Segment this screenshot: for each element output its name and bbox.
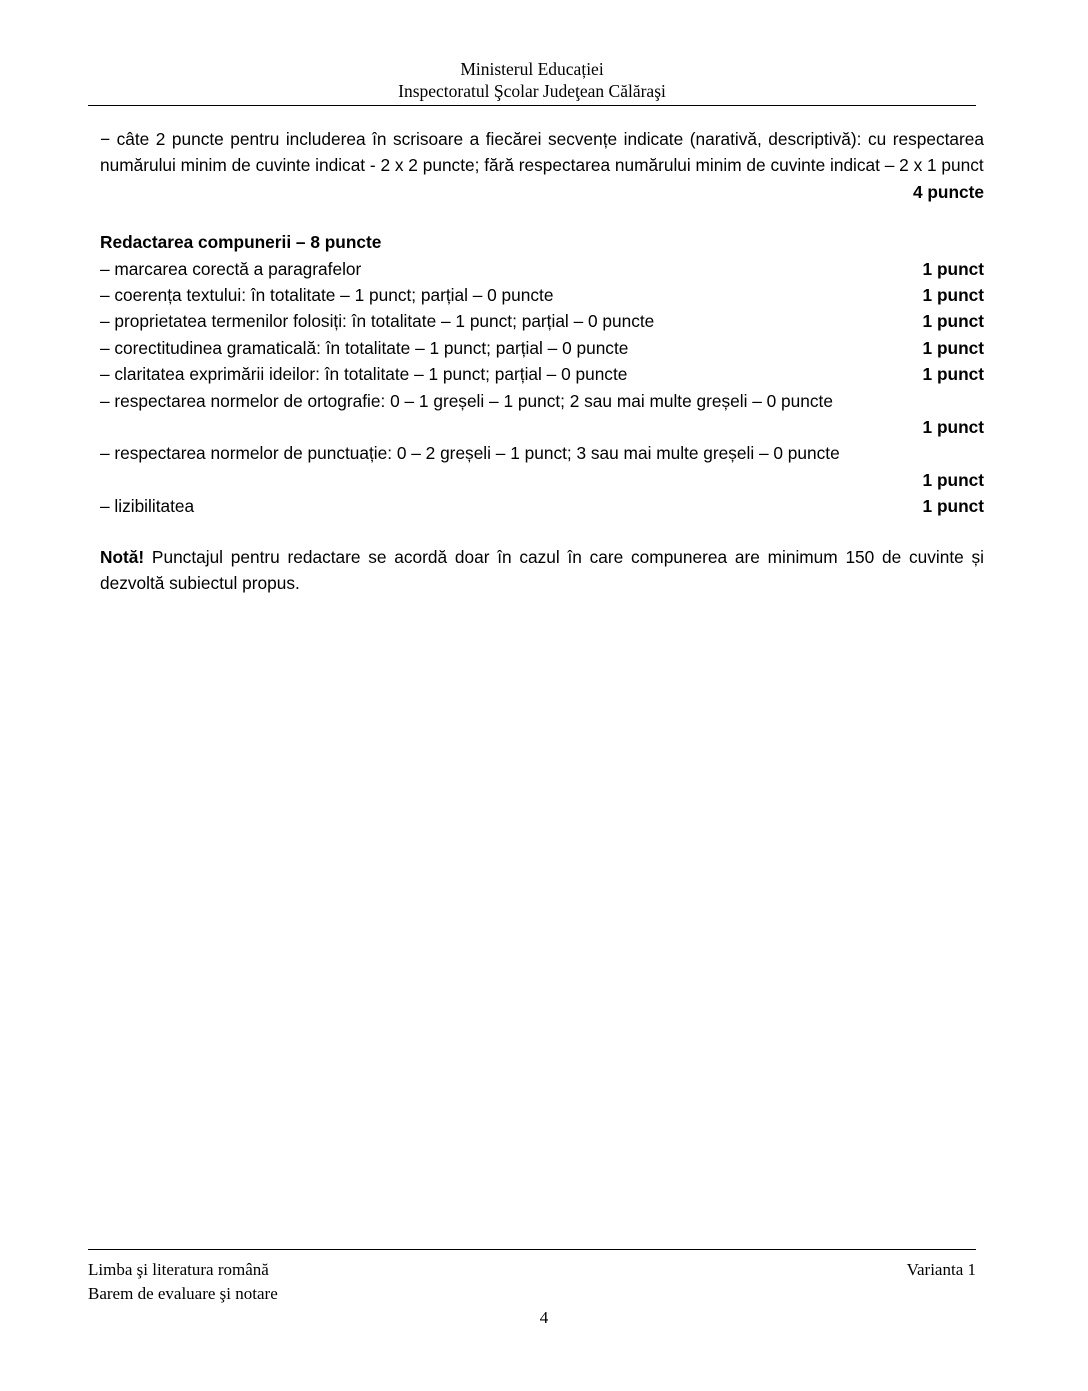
criterion-row: [100, 335, 984, 361]
header-inspectorate: Inspectoratul Şcolar Judeţean Călăraşi: [398, 81, 666, 101]
footer-variant: Varianta 1: [906, 1260, 976, 1279]
section-title: Redactarea compunerii – 8 puncte: [100, 232, 382, 253]
note-label: Notă!: [100, 546, 145, 567]
criterion-points: 1 punct: [922, 258, 984, 279]
criterion-points: 1 punct: [922, 285, 984, 306]
footer-doc-type: Barem de evaluare şi notare: [88, 1284, 278, 1303]
header-ministry: Ministerul Educației: [460, 59, 604, 79]
document-footer: [88, 1258, 976, 1306]
document-body: [100, 126, 984, 597]
document-header: [88, 58, 976, 102]
intro-points: 4 puncte: [912, 181, 984, 202]
criterion-row: [100, 256, 984, 282]
criterion-block-wrapped: [100, 440, 984, 493]
criterion-points: 1 punct: [922, 417, 984, 438]
footer-left: [88, 1258, 278, 1306]
criterion-label: – proprietatea termenilor folosiți: în totalitate – 1 punct; parțial – 0 puncte: [100, 311, 655, 332]
note-text: Punctajul pentru redactare se acordă doar în cazul în care compunerea are minimum 150 de cuvinte și dezvoltă subiectul propus.: [100, 546, 984, 594]
criterion-block-wrapped: [100, 388, 984, 441]
criterion-label: – corectitudinea gramaticală: în totalitate – 1 punct; parțial – 0 puncte: [100, 337, 629, 358]
footer-subject: Limba şi literatura română: [88, 1260, 269, 1279]
criterion-points: 1 punct: [922, 469, 984, 490]
criterion-label: – respectarea normelor de ortografie: 0 – 1 greșeli – 1 punct; 2 sau mai multe greșeli – 0 puncte: [100, 390, 833, 411]
criterion-points: 1 punct: [922, 337, 984, 358]
footer-divider: [88, 1249, 976, 1250]
header-divider: [88, 105, 976, 106]
intro-paragraph: − câte 2 puncte pentru includerea în scrisoare a fiecărei secvențe indicate (narativă, descriptivă): cu respectarea numărului minim de cuvinte indicat - 2 x 2 puncte; fără respectarea numărului minim de cuvinte indicat – 2 x 1 punct: [100, 129, 984, 176]
criterion-label: – lizibilitatea: [100, 496, 195, 517]
criterion-label: – coerența textului: în totalitate – 1 punct; parțial – 0 puncte: [100, 285, 554, 306]
criterion-row: [100, 361, 984, 387]
criterion-label: – marcarea corectă a paragrafelor: [100, 258, 362, 279]
criterion-points: 1 punct: [922, 496, 984, 517]
page-number: 4: [539, 1308, 549, 1327]
criterion-row: [100, 308, 984, 334]
criterion-row: [100, 282, 984, 308]
criterion-points: 1 punct: [922, 364, 984, 385]
criterion-label: – respectarea normelor de punctuație: 0 – 2 greșeli – 1 punct; 3 sau mai multe greșeli – 0 puncte: [100, 443, 840, 464]
criterion-label: – claritatea exprimării ideilor: în totalitate – 1 punct; parțial – 0 puncte: [100, 364, 628, 385]
criterion-points: 1 punct: [922, 311, 984, 332]
note-paragraph: [100, 520, 984, 597]
intro-paragraph-block: [100, 126, 984, 205]
criterion-row: [100, 493, 984, 519]
